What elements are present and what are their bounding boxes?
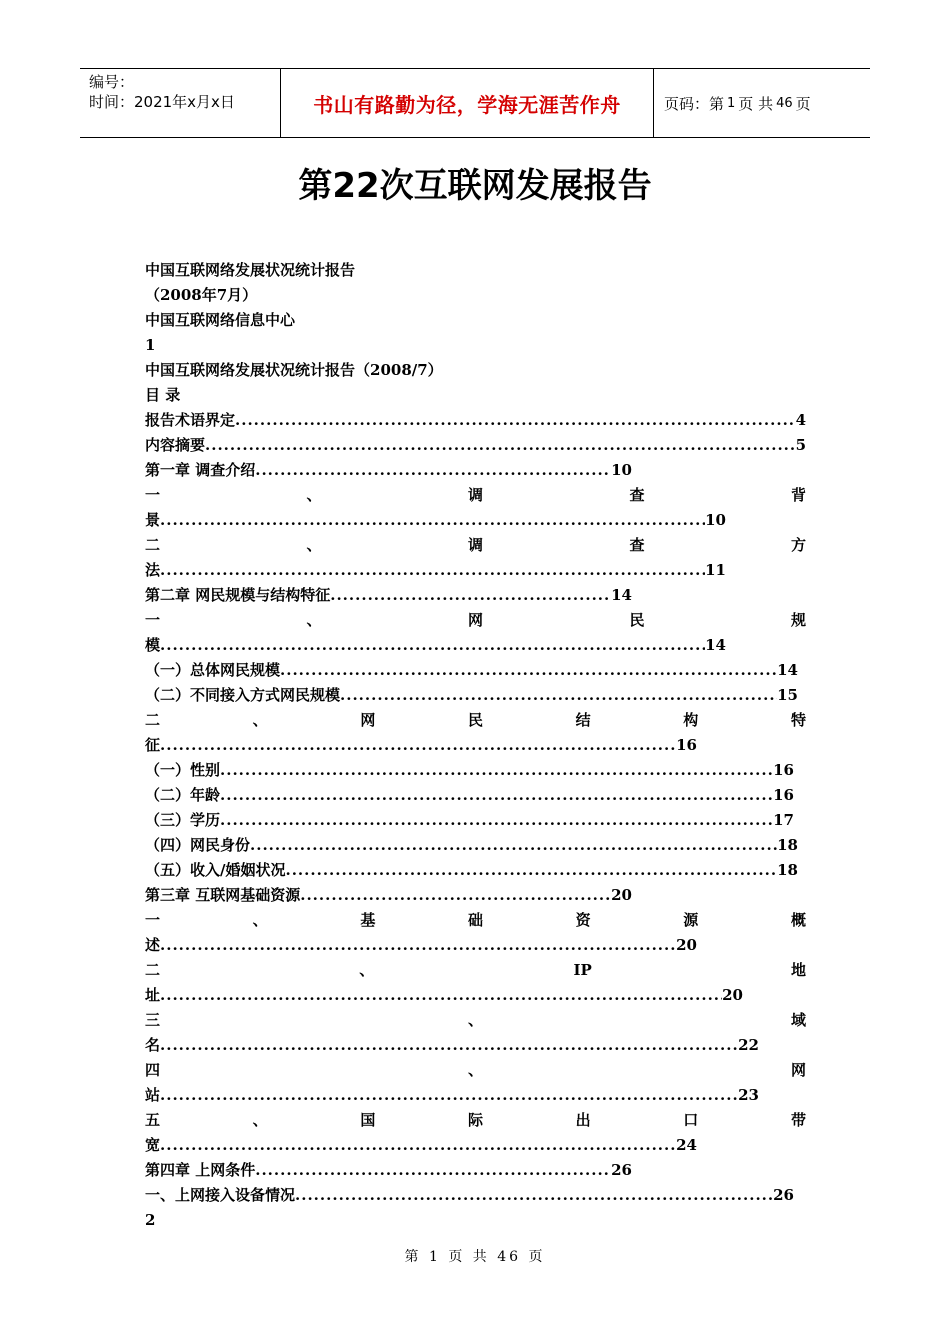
toc-entry-text: 第三章 互联网基础资源 [145, 886, 301, 904]
toc-entry-page: 26 [773, 1186, 794, 1204]
document-body [145, 258, 806, 1233]
header-motto: 书山有路勤为径，学海无涯苦作舟 [281, 69, 654, 137]
toc-entry[interactable] [145, 558, 726, 583]
document-title: 第22次互联网发展报告 [298, 166, 652, 206]
header-page-info [654, 69, 870, 137]
toc-entry-text: 征 [145, 736, 161, 754]
toc-char: 国 [360, 1111, 376, 1129]
toc-entry-page: 26 [611, 1161, 632, 1179]
toc-char: 规 [790, 611, 806, 629]
toc-entry-page: 22 [738, 1036, 759, 1054]
toc-char: 民 [467, 711, 483, 729]
toc-char: 三 [145, 1011, 161, 1029]
toc-char: 二 [145, 711, 161, 729]
toc-char: 四 [145, 1061, 161, 1079]
toc-char: 结 [575, 711, 591, 729]
toc-entry[interactable] [145, 1158, 632, 1183]
toc-entry-page: 20 [676, 936, 697, 954]
toc-char: 背 [790, 486, 806, 504]
toc-entry[interactable] [145, 683, 798, 708]
toc-entry-page: 11 [705, 561, 726, 579]
intro-line: 中国互联网络发展状况统计报告（2008/7） [145, 361, 443, 379]
toc-char: 一 [145, 486, 161, 504]
toc-entry-spread[interactable] [145, 533, 806, 558]
toc-leader [160, 1033, 738, 1058]
toc-char: 域 [790, 1011, 806, 1029]
toc-entry-text: （三）学历 [145, 811, 221, 829]
toc-char: IP [573, 961, 592, 979]
toc-entry-page: 4 [795, 411, 806, 429]
toc-entry-text: （五）收入/婚姻状况 [145, 861, 286, 879]
toc-leader [160, 633, 705, 658]
toc-entry-spread[interactable] [145, 1008, 806, 1033]
toc-entry-text: 第一章 调查介绍 [145, 461, 256, 479]
toc-entry[interactable] [145, 658, 798, 683]
toc-entry[interactable] [145, 1033, 759, 1058]
toc-char: 概 [790, 911, 806, 929]
toc-entry-text: 报告术语界定 [145, 411, 236, 429]
toc-entry[interactable] [145, 783, 794, 808]
toc-entry-page: 20 [611, 886, 632, 904]
toc-leader [340, 683, 777, 708]
toc-char: 地 [790, 961, 806, 979]
toc-leader [285, 858, 777, 883]
toc-leader [330, 583, 611, 608]
document-time-label: 时间：2021年x月x日 [89, 93, 235, 111]
footer-current-page: 1 [428, 1249, 441, 1265]
toc-entry-text: 第二章 网民规模与结构特征 [145, 586, 331, 604]
toc-leader [295, 1183, 773, 1208]
toc-entry[interactable] [145, 983, 743, 1008]
toc-entry[interactable] [145, 733, 697, 758]
toc-leader [220, 808, 773, 833]
toc-leader [220, 783, 773, 808]
toc-entry[interactable] [145, 508, 726, 533]
toc-entry[interactable] [145, 808, 794, 833]
toc-entry[interactable] [145, 883, 632, 908]
toc-char: 基 [360, 911, 376, 929]
toc-char: 二 [145, 536, 161, 554]
toc-leader [250, 833, 777, 858]
toc-entry-page: 18 [777, 836, 798, 854]
toc-entry-text: 站 [145, 1086, 161, 1104]
toc-char: 查 [629, 486, 645, 504]
toc-entry-page: 24 [676, 1136, 697, 1154]
toc-leader [160, 983, 722, 1008]
toc-entry-spread[interactable] [145, 708, 806, 733]
toc-entry-text: 述 [145, 936, 161, 954]
toc-entry-page: 16 [676, 736, 697, 754]
toc-entry-page: 15 [777, 686, 798, 704]
toc-entry-page: 16 [773, 786, 794, 804]
toc-char: 、 [306, 536, 322, 554]
toc-leader [280, 658, 777, 683]
toc-leader [235, 408, 796, 433]
toc-char: 础 [467, 911, 483, 929]
header-page-current: 1 [727, 95, 736, 111]
toc-entry-page: 14 [705, 636, 726, 654]
toc-char: 际 [467, 1111, 483, 1129]
toc-entry[interactable] [145, 433, 806, 458]
toc-entry-text: （一）总体网民规模 [145, 661, 281, 679]
toc-char: 、 [306, 486, 322, 504]
header-page-middle: 页 共 [738, 94, 774, 113]
toc-char: 一 [145, 611, 161, 629]
toc-char: 、 [359, 961, 375, 979]
toc-entry-text: 法 [145, 561, 161, 579]
toc-entry-page: 16 [773, 761, 794, 779]
toc-heading: 目 录 [145, 386, 181, 404]
toc-entry[interactable] [145, 758, 794, 783]
toc-entry-page: 14 [611, 586, 632, 604]
toc-entry[interactable] [145, 408, 806, 433]
toc-entry-page: 17 [773, 811, 794, 829]
toc-entry-spread[interactable] [145, 958, 806, 983]
toc-entry-spread[interactable] [145, 1058, 806, 1083]
toc-entry[interactable] [145, 858, 798, 883]
footer-middle: 页 共 [448, 1249, 490, 1265]
header-meta [80, 69, 281, 137]
toc-entry-text: 址 [145, 986, 161, 1004]
toc-entry-page: 23 [738, 1086, 759, 1104]
toc-entry-text: （一）性别 [145, 761, 221, 779]
toc-leader [220, 758, 773, 783]
toc-char: 、 [467, 1061, 483, 1079]
toc-char: 、 [306, 611, 322, 629]
toc-char: 源 [683, 911, 699, 929]
toc-entry[interactable] [145, 833, 798, 858]
toc-entry[interactable] [145, 1133, 697, 1158]
toc-entry-page: 5 [795, 436, 806, 454]
toc-leader [205, 433, 796, 458]
toc-leader [160, 733, 676, 758]
toc-leader [160, 933, 676, 958]
toc-char: 调 [467, 486, 483, 504]
toc-char: 网 [467, 611, 483, 629]
intro-line: 中国互联网络信息中心 [145, 311, 296, 329]
toc-entry-text: 第四章 上网条件 [145, 1161, 256, 1179]
header-page-prefix: 页码：第 [664, 94, 725, 113]
intro-line: （2008年7月） [145, 286, 258, 304]
header-page-total: 46 [776, 95, 793, 111]
toc-entry-spread[interactable] [145, 608, 806, 633]
toc-entry[interactable] [145, 583, 632, 608]
toc-entry-text: （四）网民身份 [145, 836, 251, 854]
toc-char: 网 [360, 711, 376, 729]
toc-char: 五 [145, 1111, 161, 1129]
header-page-suffix: 页 [795, 94, 811, 113]
toc-entry-spread[interactable] [145, 1108, 806, 1133]
toc-entry-page: 10 [705, 511, 726, 529]
toc-char: 带 [790, 1111, 806, 1129]
toc-entry-page: 20 [722, 986, 743, 1004]
toc-leader [300, 883, 611, 908]
footer-total-pages: 46 [497, 1249, 522, 1265]
toc-entry[interactable] [145, 633, 726, 658]
toc-char: 调 [467, 536, 483, 554]
toc-entry-text: （二）年龄 [145, 786, 221, 804]
footer-prefix: 第 [404, 1249, 422, 1265]
toc-entry-page: 14 [777, 661, 798, 679]
toc-entry-text: 宽 [145, 1136, 161, 1154]
toc-char: 网 [790, 1061, 806, 1079]
toc-char: 资 [575, 911, 591, 929]
footer-suffix: 页 [528, 1249, 546, 1265]
intro-line: 1 [145, 336, 156, 354]
toc-char: 方 [790, 536, 806, 554]
toc-leader [255, 1158, 611, 1183]
toc-char: 、 [252, 1111, 268, 1129]
toc-entry-spread[interactable] [145, 483, 806, 508]
toc-leader [160, 1133, 676, 1158]
page-number-text: 2 [145, 1211, 156, 1229]
toc-entry-page: 18 [777, 861, 798, 879]
toc-char: 民 [629, 611, 645, 629]
toc-entry-spread[interactable] [145, 908, 806, 933]
intro-line: 中国互联网络发展状况统计报告 [145, 261, 356, 279]
toc-char: 查 [629, 536, 645, 554]
toc-entry-text: 模 [145, 636, 161, 654]
toc-char: 、 [252, 711, 268, 729]
toc-entry[interactable] [145, 933, 697, 958]
toc-char: 构 [683, 711, 699, 729]
toc-leader [160, 558, 705, 583]
toc-entry[interactable] [145, 1083, 759, 1108]
toc-leader [160, 508, 705, 533]
toc-entry-text: 内容摘要 [145, 436, 206, 454]
toc-entry-page: 10 [611, 461, 632, 479]
page-header [80, 68, 870, 138]
toc-entry-text: 一、上网接入设备情况 [145, 1186, 296, 1204]
toc-char: 特 [790, 711, 806, 729]
toc-char: 二 [145, 961, 161, 979]
toc-entry[interactable] [145, 458, 632, 483]
toc-leader [160, 1083, 738, 1108]
toc-char: 出 [575, 1111, 591, 1129]
toc-entry-text: （二）不同接入方式网民规模 [145, 686, 341, 704]
toc-entry[interactable] [145, 1183, 794, 1208]
toc-char: 、 [252, 911, 268, 929]
toc-entry-text: 景 [145, 511, 161, 529]
toc-leader [255, 458, 611, 483]
toc-char: 、 [467, 1011, 483, 1029]
toc-entry-text: 名 [145, 1036, 161, 1054]
page-footer [0, 1246, 950, 1266]
document-number-label: 编号： [89, 73, 135, 91]
toc-char: 一 [145, 911, 161, 929]
toc-char: 口 [683, 1111, 699, 1129]
